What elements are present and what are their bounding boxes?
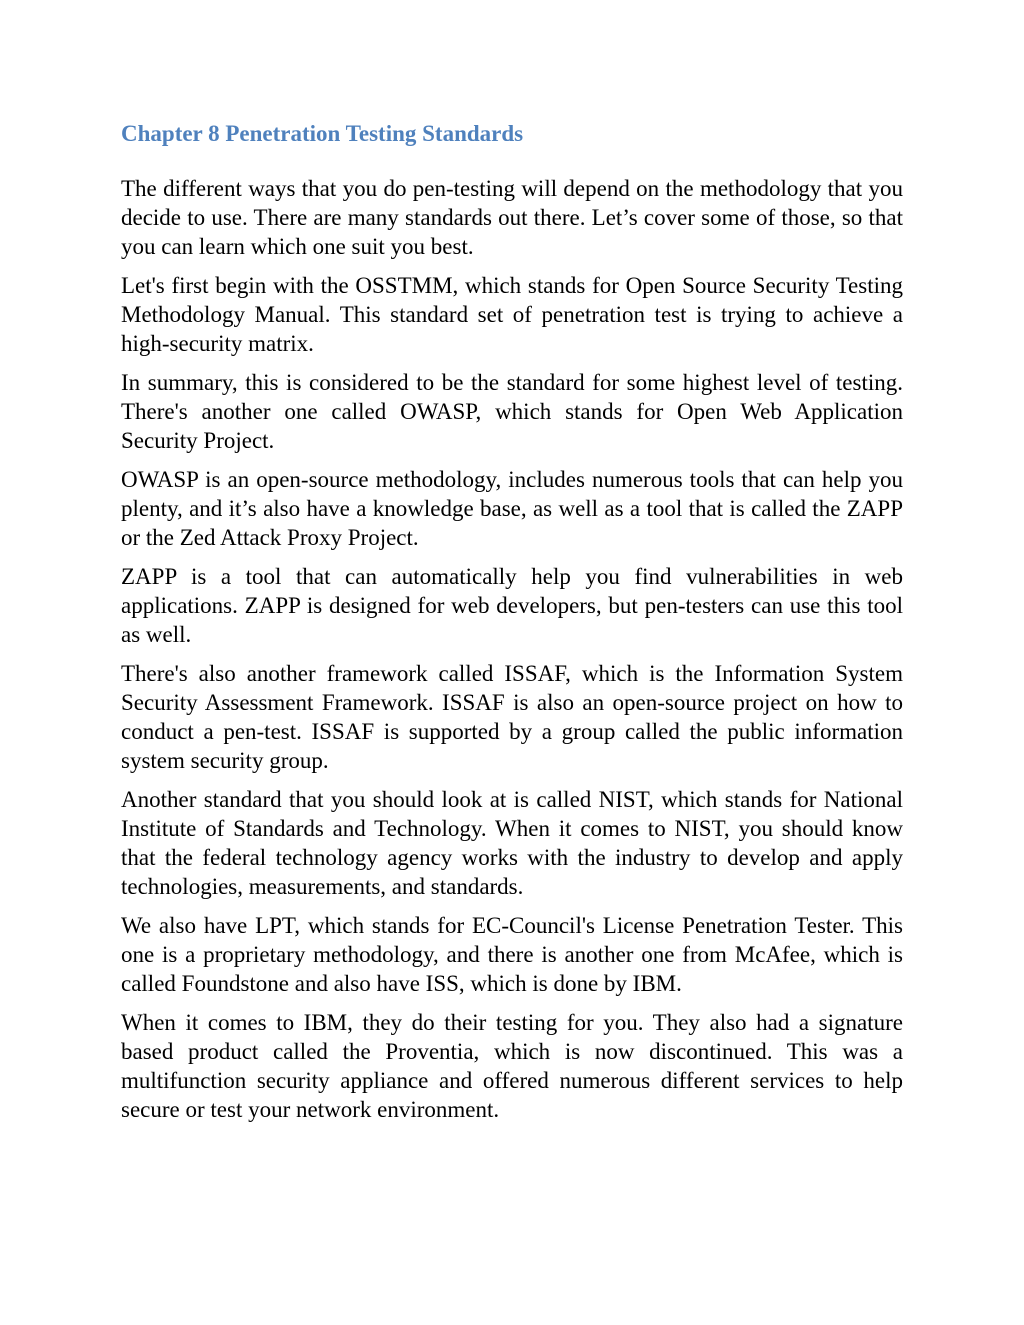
paragraph-lpt: We also have LPT, which stands for EC-Council's License Penetration Tester. This one is a proprietary methodology, and there is another one from McAfee, which is called Foundstone and also have ISS, which is done by IBM. [121, 913, 903, 996]
paragraph-intro: The different ways that you do pen-testing will depend on the methodology that you decide to use. There are many standards out there. Let’s cover some of those, so that you can learn which one suit you best. [121, 176, 903, 259]
paragraph-owasp: OWASP is an open-source methodology, includes numerous tools that can help you plenty, and it’s also have a knowledge base, as well as a tool that is called the ZAPP or the Zed Attack Proxy Project. [121, 467, 903, 550]
paragraph-summary-owasp: In summary, this is considered to be the standard for some highest level of testing. There's another one called OWASP, which stands for Open Web Application Security Project. [121, 370, 903, 453]
document-page [121, 118, 903, 1134]
paragraph-nist: Another standard that you should look at is called NIST, which stands for National Institute of Standards and Technology. When it comes to NIST, you should know that the federal technology agency works with the industry to develop and apply technologies, measurements, and standards. [121, 787, 903, 899]
paragraph-issaf: There's also another framework called ISSAF, which is the Information System Security Assessment Framework. ISSAF is also an open-source project on how to conduct a pen-test. ISSAF is supported by a group called the public information system security group. [121, 661, 903, 773]
chapter-title: Chapter 8 Penetration Testing Standards [121, 121, 524, 146]
paragraph-zapp: ZAPP is a tool that can automatically help you find vulnerabilities in web applications. ZAPP is designed for web developers, but pen-testers can use this tool as well. [121, 564, 903, 647]
paragraph-ibm: When it comes to IBM, they do their testing for you. They also had a signature based product called the Proventia, which is now discontinued. This was a multifunction security appliance and offered numerous different services to help secure or test your network environment. [121, 1010, 903, 1122]
paragraph-osstmm: Let's first begin with the OSSTMM, which stands for Open Source Security Testing Methodology Manual. This standard set of penetration test is trying to achieve a high-security matrix. [121, 273, 903, 356]
